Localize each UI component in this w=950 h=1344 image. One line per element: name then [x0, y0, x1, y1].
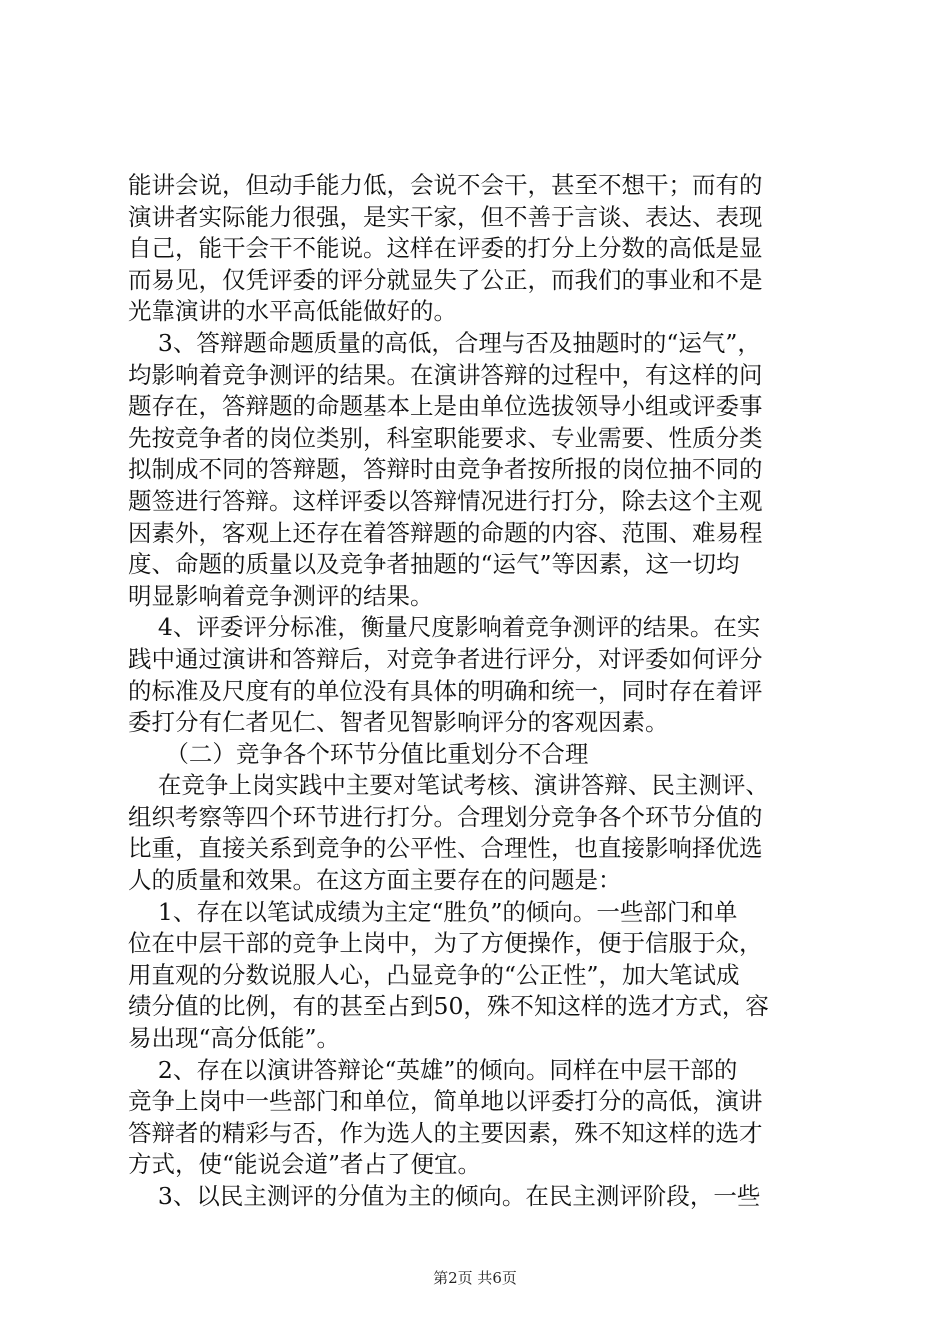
text-line: 因素外，客观上还存在着答辩题的命题的内容、范围、难易程 — [128, 518, 763, 547]
text-line: 答辩者的精彩与否，作为选人的主要因素，殊不知这样的选才 — [128, 1118, 763, 1147]
text-line: 3、答辩题命题质量的高低，合理与否及抽题时的“运气”， — [128, 328, 761, 357]
text-line: 先按竞争者的岗位类别，科室职能要求、专业需要、性质分类 — [128, 423, 763, 452]
text-line: 在竞争上岗实践中主要对笔试考核、演讲答辩、民主测评、 — [128, 771, 769, 800]
text-line: 2、存在以演讲答辩论“英雄”的倾向。同样在中层干部的 — [128, 1055, 738, 1084]
text-line: 明显影响着竞争测评的结果。 — [128, 581, 434, 610]
text-line: 均影响着竞争测评的结果。在演讲答辩的过程中，有这样的问 — [128, 360, 763, 389]
text-line: 委打分有仁者见仁、智者见智影响评分的客观因素。 — [128, 708, 669, 737]
body-text — [128, 170, 840, 1213]
text-line: 自己，能干会干不能说。这样在评委的打分上分数的高低是显 — [128, 234, 763, 263]
text-line: 光靠演讲的水平高低能做好的。 — [128, 297, 457, 326]
text-line: 演讲者实际能力很强，是实干家，但不善于言谈、表达、表现 — [128, 202, 763, 231]
text-line: 3、以民主测评的分值为主的倾向。在民主测评阶段，一些 — [128, 1182, 761, 1210]
text-line: 竞争上岗中一些部门和单位，简单地以评委打分的高低，演讲 — [128, 1087, 763, 1116]
text-line: 1、存在以笔试成绩为主定“胜负”的倾向。一些部门和单 — [128, 897, 738, 926]
text-line: 用直观的分数说服人心，凸显竞争的“公正性”，加大笔试成 — [128, 960, 740, 989]
text-line: 组织考察等四个环节进行打分。合理划分竞争各个环节分值的 — [128, 802, 763, 831]
text-line: 绩分值的比例，有的甚至占到50，殊不知这样的选才方式，容 — [128, 992, 769, 1021]
section-heading: （二）竞争各个环节分值比重划分不合理 — [128, 739, 589, 768]
text-line: 拟制成不同的答辩题，答辩时由竞争者按所报的岗位抽不同的 — [128, 455, 763, 484]
text-line: 而易见，仅凭评委的评分就显失了公正，而我们的事业和不是 — [128, 265, 763, 294]
text-line: 践中通过演讲和答辩后，对竞争者进行评分，对评委如何评分 — [128, 644, 763, 673]
text-line: 度、命题的质量以及竞争者抽题的“运气”等因素，这一切均 — [128, 550, 740, 579]
page-number-label: 第2页 共6页 — [433, 1269, 517, 1287]
text-line: 题存在，答辩题的命题基本上是由单位选拔领导小组或评委事 — [128, 392, 763, 421]
text-line: 比重，直接关系到竞争的公平性、合理性，也直接影响择优选 — [128, 834, 763, 863]
text-line: 位在中层干部的竞争上岗中，为了方便操作，便于信服于众， — [128, 929, 763, 958]
text-line: 题签进行答辩。这样评委以答辩情况进行打分，除去这个主观 — [128, 486, 763, 515]
text-line: 能讲会说，但动手能力低，会说不会干，甚至不想干；而有的 — [128, 171, 763, 199]
text-line: 人的质量和效果。在这方面主要存在的问题是： — [128, 866, 622, 895]
text-line: 易出现“高分低能”。 — [128, 1024, 341, 1053]
text-line: 的标准及尺度有的单位没有具体的明确和统一，同时存在着评 — [128, 676, 763, 705]
text-line: 方式，使“能说会道”者占了便宜。 — [128, 1150, 482, 1179]
text-line: 4、评委评分标准，衡量尺度影响着竞争测评的结果。在实 — [128, 613, 761, 642]
page-footer — [0, 1268, 950, 1288]
